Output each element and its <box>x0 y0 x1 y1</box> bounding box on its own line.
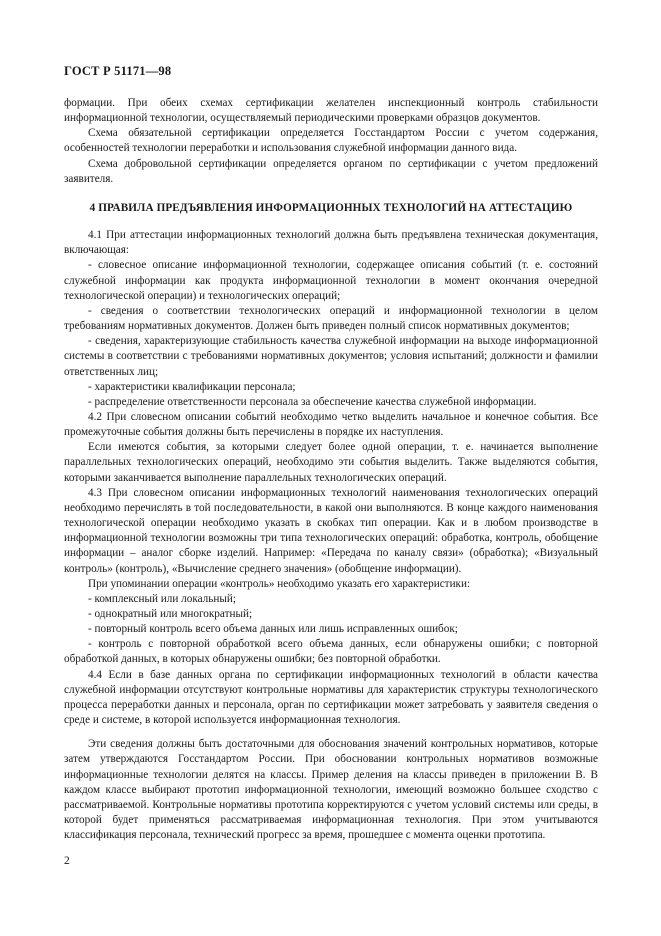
paragraph: Схема обязательной сертификации определяется Госстандартом России с учетом содержания, особенностей технологии переработки и использования служебной информации данного вида. <box>64 127 598 155</box>
paragraph: 4.4 Если в базе данных органа по сертификации информационных технологий в области качества служебной информации отсутствуют контрольные нормативы для характеристик структуры технологического процесса переработки данных и персонала, орган по сертификации может затребовать у заявителя сведения о среде и системе, в которой используется информационная технология. <box>64 668 598 727</box>
list-item: - словесное описание информационной технологии, содержащее описания событий (т. е. состояний служебной информации как продукта информационной технологии в момент окончания очередной технологической операции) и технологических операций; <box>64 259 598 302</box>
section-heading: 4 ПРАВИЛА ПРЕДЪЯВЛЕНИЯ ИНФОРМАЦИОННЫХ ТЕХНОЛОГИЙ НА АТТЕСТАЦИЮ <box>89 201 573 214</box>
document-body <box>64 96 598 843</box>
paragraph: формации. При обеих схемах сертификации желателен инспекционный контроль стабильности информационной технологии, осуществляемый периодическими проверками образцов документов. <box>64 97 598 125</box>
list-item: - сведения, характеризующие стабильность качества служебной информации на выходе информационной системы в соответствии с требованиями нормативных документов; условия испытаний; должности и фамилии ответственных лиц; <box>64 335 598 378</box>
paragraph: Если имеются события, за которыми следует более одной операции, т. е. начинается выполнение параллельных технологических операций, необходимо эти события выделить. Также выделяются события, которыми заканчивается выполнение параллельных технологических операций. <box>64 441 598 484</box>
list-item: - сведения о соответствии технологических операций и информационной технологии в целом требованиям нормативных документов. Должен быть приведен полный список нормативных документов; <box>64 304 598 333</box>
list-item: - комплексный или локальный; <box>88 592 236 605</box>
paragraph: Схема добровольной сертификации определяется органом по сертификации с учетом предложений заявителя. <box>64 157 598 185</box>
list-item: - повторный контроль всего объема данных или лишь исправленных ошибок; <box>88 623 458 636</box>
standard-code-header: ГОСТ Р 51171—98 <box>64 64 172 78</box>
paragraph: 4.2 При словесном описании событий необходимо четко выделить начальное и конечное события. Все промежуточные события должны быть перечислены в порядке их наступления. <box>64 410 598 439</box>
page-number: 2 <box>64 855 70 867</box>
list-item: - распределение ответственности персонала за обеспечение качества служебной информации. <box>88 395 537 408</box>
paragraph: При упоминании операции «контроль» необходимо указать его характеристики: <box>88 577 471 590</box>
paragraph: 4.3 При словесном описании информационных технологий наименования технологических операций необходимо перечислять в той последовательности, в какой они выполняются. В конце каждого наименования технологической операции необходимо указать в скобках тип операции. Как и в любом производстве в информационной технологии возможны три типа технологических операций: обработка, контроль, обобщение информации – аналог сборке изделий. Например: «Передача по каналу связи» (обработка); «Визуальный контроль» (контроль), «Вычисление среднего значения» (обобщение информации). <box>64 486 598 575</box>
paragraph: Эти сведения должны быть достаточными для обоснования значений контрольных нормативов, которые затем утверждаются Госстандартом России. При обосновании контрольных нормативов возможные информационные технологии делятся на классы. Пример деления на классы приведен в приложении В. В каждом классе выбирают прототип информационной технологии, имеющий возможно большее сходство с рассматриваемой. Контрольные нормативы прототипа корректируются с учетом условий системы или среды, в которой будет применяться рассматриваемая информационная технология. При этом учитываются классификация персонала, технический прогресс за время, прошедшее с момента оценки прототипа. <box>64 738 598 842</box>
paragraph: 4.1 При аттестации информационных технологий должна быть предъявлена техническая документация, включающая: <box>64 229 598 257</box>
list-item: - контроль с повторной обработкой всего объема данных, если обнаружены ошибки; с повторной обработкой данных, в которых обнаружены ошибки; без повторной обработки. <box>64 638 598 666</box>
list-item: - характеристики квалификации персонала; <box>88 380 296 393</box>
list-item: - однократный или многократный; <box>88 608 253 620</box>
